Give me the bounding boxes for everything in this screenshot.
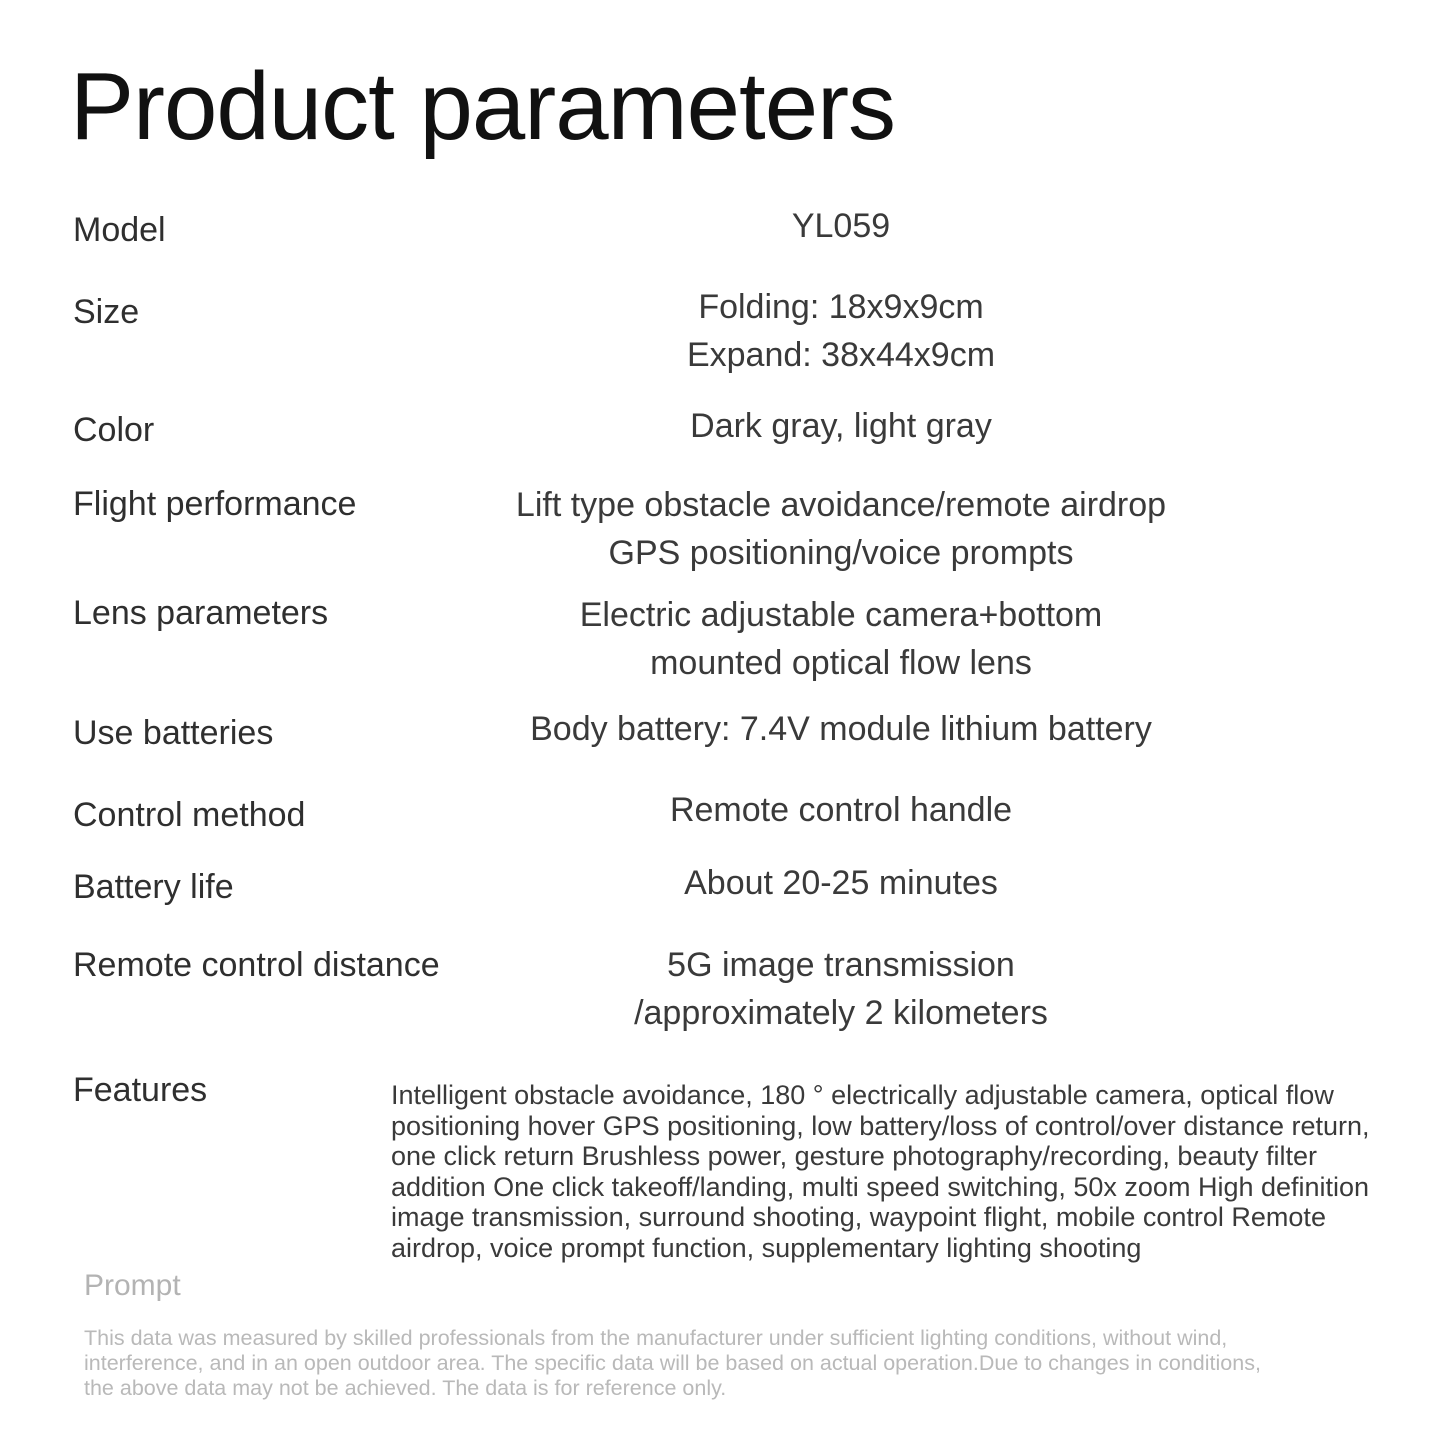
- disclaimer-line: interference, and in an open outdoor area. The specific data will be based on actual operation.Due to changes in conditions,: [84, 1351, 1261, 1375]
- disclaimer-line: the above data may not be achieved. The data is for reference only.: [84, 1376, 727, 1400]
- features-line: addition One click takeoff/landing, multi speed switching, 50x zoom High definition: [391, 1171, 1370, 1202]
- value-line: mounted optical flow lens: [650, 644, 1032, 682]
- param-label-color: Color: [73, 411, 155, 449]
- param-label-size: Size: [73, 293, 140, 331]
- param-value-flight-performance: [420, 481, 1262, 577]
- value-line: Remote control handle: [669, 791, 1013, 829]
- value-line: GPS positioning/voice prompts: [608, 534, 1074, 572]
- features-line: Intelligent obstacle avoidance, 180 ° electrically adjustable camera, optical flow: [391, 1080, 1334, 1110]
- param-label-use-batteries: Use batteries: [73, 714, 274, 752]
- prompt-heading: Prompt: [84, 1269, 181, 1302]
- value-line: Lift type obstacle avoidance/remote airdrop: [515, 486, 1167, 524]
- features-line: airdrop, voice prompt function, supplementary lighting shooting: [391, 1232, 1142, 1263]
- value-line: 5G image transmission: [667, 946, 1015, 984]
- value-line: /approximately 2 kilometers: [634, 994, 1048, 1032]
- features-description: [391, 1080, 1421, 1264]
- param-label-flight-performance: Flight performance: [73, 485, 357, 523]
- param-value-color: [420, 402, 1262, 450]
- param-label-remote-control-distance: Remote control distance: [73, 946, 440, 984]
- param-value-battery-life: [420, 859, 1262, 907]
- param-label-battery-life: Battery life: [73, 868, 234, 906]
- page-title: Product parameters: [70, 53, 896, 160]
- value-line: Folding: 18x9x9cm: [698, 288, 984, 326]
- features-line: one click return Brushless power, gesture photography/recording, beauty filter: [391, 1141, 1318, 1172]
- value-line: Electric adjustable camera+bottom: [579, 596, 1103, 634]
- value-line: About 20-25 minutes: [684, 864, 998, 902]
- value-line: YL059: [791, 207, 891, 245]
- param-value-model: [420, 202, 1262, 250]
- features-line: image transmission, surround shooting, waypoint flight, mobile control Remote: [391, 1202, 1326, 1233]
- prompt-disclaimer: [84, 1326, 1384, 1401]
- features-line: positioning hover GPS positioning, low battery/loss of control/over distance return,: [391, 1110, 1370, 1141]
- param-value-size: [420, 283, 1262, 379]
- value-line: Expand: 38x44x9cm: [686, 336, 996, 374]
- value-line: Body battery: 7.4V module lithium battery: [530, 710, 1152, 748]
- param-label-model: Model: [73, 211, 166, 249]
- param-label-control-method: Control method: [73, 796, 306, 834]
- value-line: Dark gray, light gray: [690, 407, 992, 445]
- param-value-lens-parameters: [420, 591, 1262, 687]
- param-value-remote-control-distance: [420, 941, 1262, 1037]
- disclaimer-line: This data was measured by skilled professionals from the manufacturer under sufficient lighting conditions, without wind,: [84, 1326, 1228, 1350]
- param-label-lens-parameters: Lens parameters: [73, 594, 329, 632]
- param-value-control-method: [420, 786, 1262, 834]
- param-value-use-batteries: [420, 705, 1262, 753]
- param-label-features: Features: [73, 1071, 208, 1109]
